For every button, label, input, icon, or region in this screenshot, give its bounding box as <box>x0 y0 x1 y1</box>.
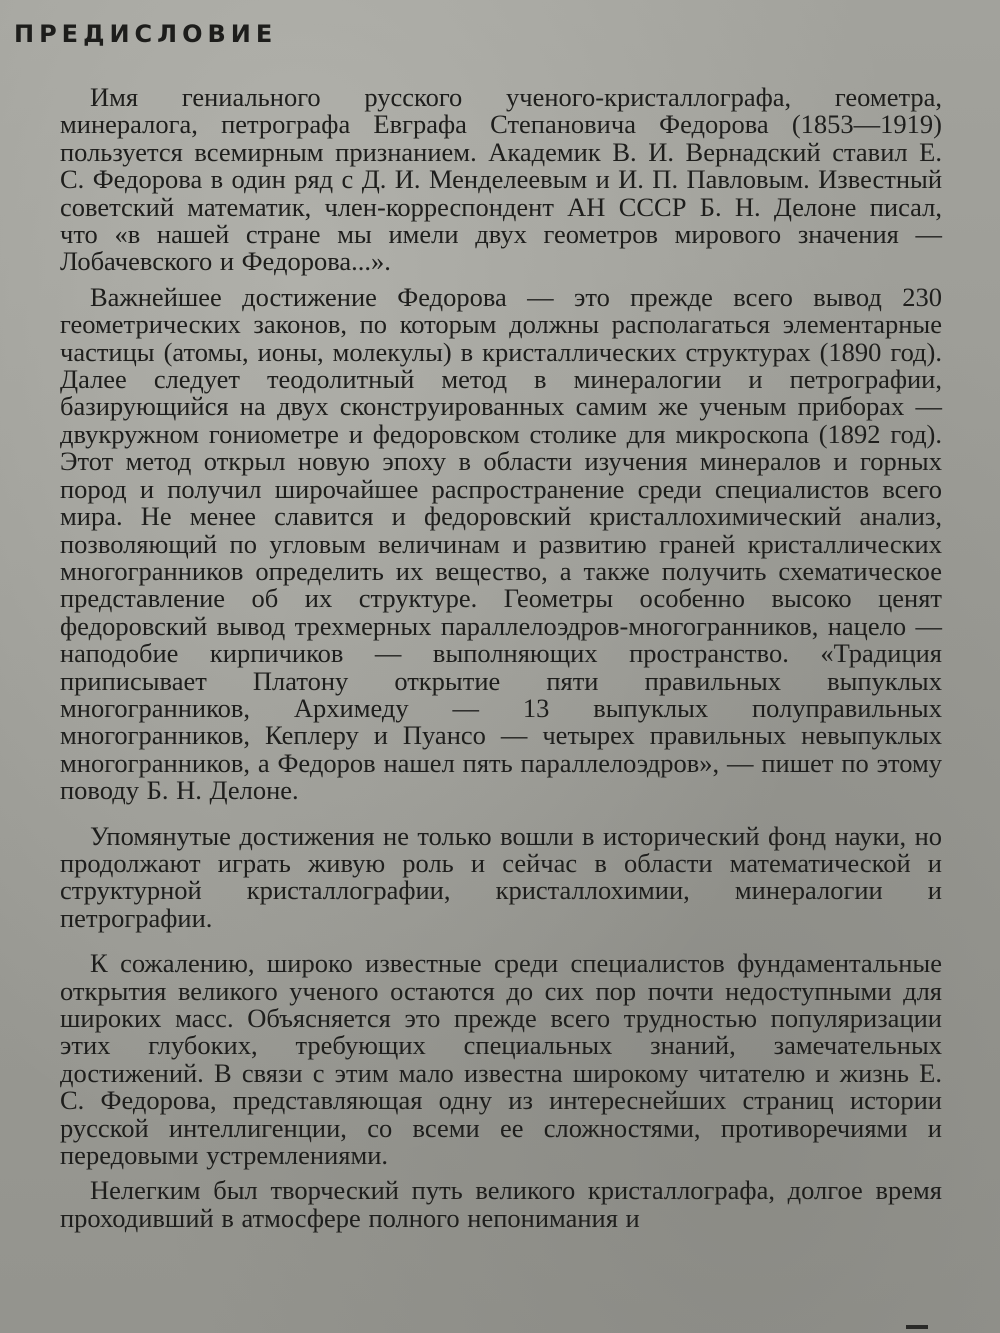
page-corner-mark <box>906 1325 928 1329</box>
paragraph-5: Нелегким был творческий путь великого кристаллографа, долгое время проходивший в атмосфере полного непонимания и <box>60 1175 942 1233</box>
paragraph-gap <box>60 805 942 823</box>
page-heading: ПРЕДИСЛОВИЕ <box>14 20 278 48</box>
paragraph-3: Упомянутые достижения не только вошли в исторический фонд науки, но продолжают играть живую роль и сейчас в области математической и структурной кристаллографии, кристаллохимии, минералогии и петрографии. <box>60 820 942 933</box>
paragraph-2: Важнейшее достижение Федорова — это прежде всего вывод 230 геометрических законов, по которым должны располагаться элементарные частицы (атомы, ионы, молекулы) в кристаллических структурах (1890 год). Далее следует теодолитный метод в минералогии и петрографии, базирующийся на двух сконструированных самим же ученым приборах — двукружном гониометре и федоровском столике для микроскопа (1892 год). Этот метод открыл новую эпоху в области изучения минералов и горных пород и получил широчайшее распространение среди специалистов всего мира. Не менее славится и федоровский кристаллохимический анализ, позволяющий по угловым величинам и развитию граней кристаллических многогранников определить их вещество, а также получить схематическое представление об их структуре. Геометры особенно высоко ценят федоровский вывод трехмерных параллелоэдров-многогранников, нацело — наподобие кирпичиков — выполняющих пространство. «Традиция приписывает Платону открытие пяти правильных выпуклых многогранников, Архимеду — 13 выпуклых полуправильных многогранников, Кеплеру и Пуансо — четырех правильных невыпуклых многогранников, а Федоров нашел пять параллелоэдров», — пишет по этому поводу Б. Н. Делоне. <box>60 281 942 806</box>
body-text <box>60 84 942 1232</box>
paragraph-4: К сожалению, широко известные среди специалистов фундаментальные открытия великого ученого остаются до сих пор почти недоступными для широких масс. Объясняется это прежде всего трудностью популяризации этих глубоких, требующих специальных знаний, замечательных достижений. В связи с этим мало известна широкому читателю и жизнь Е. С. Федорова, представляющая одну из интереснейших страниц истории русской интеллигенции, со всеми ее сложностями, противоречиями и передовыми устремлениями. <box>60 948 942 1171</box>
paragraph-1: Имя гениального русского ученого-кристаллографа, геометра, минералога, петрографа Евграфа Степановича Федорова (1853—1919) пользуется всемирным признанием. Академик В. И. Вернадский ставил Е. С. Федорова в один ряд с Д. И. Менделеевым и И. П. Павловым. Известный советский математик, член-корреспондент АН СССР Б. Н. Делоне писал, что «в нашей стране мы имели двух геометров мирового значения — Лобачевского и Федорова...». <box>60 82 942 277</box>
